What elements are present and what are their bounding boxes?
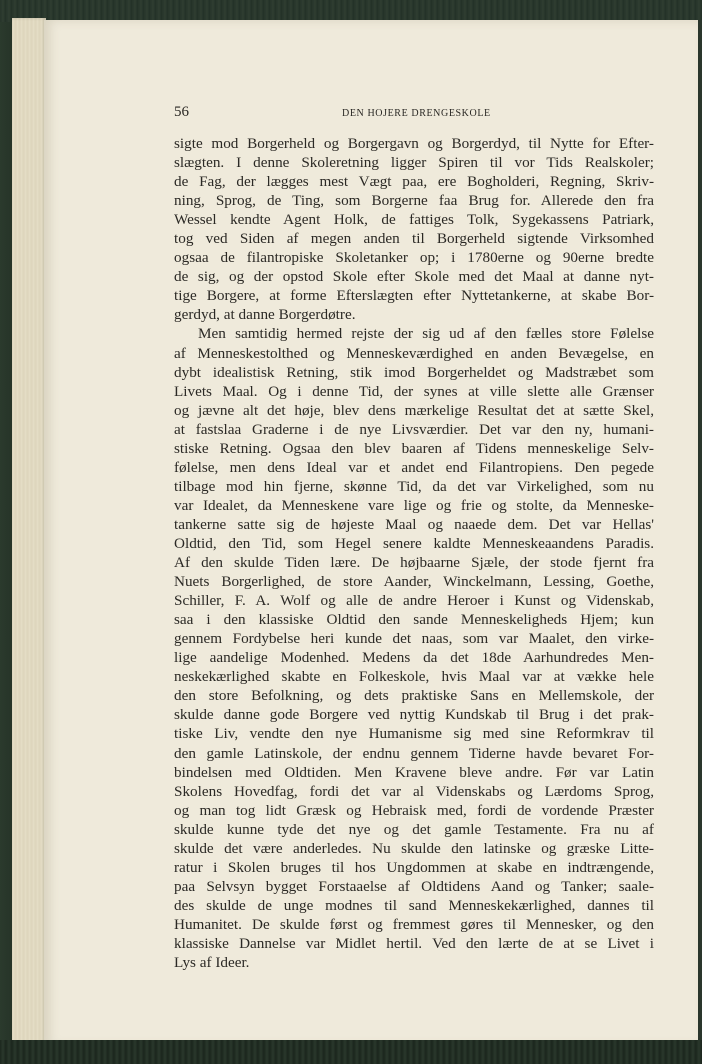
text-line: de Fag, der lægges mest Vægt paa, ere Bogholderi, Regning, Skriv-: [174, 173, 654, 191]
text-line: paa Selvsyn bygget Forstaaelse af Oldtidens Aand og Tanker; saale-: [174, 877, 654, 895]
text-line: tilbage mod hin fjerne, skønne Tid, da det var Virkelighed, som nu: [174, 477, 654, 495]
text-line: ratur i Skolen bruges til hos Ungdommen at skabe en indtrængende,: [174, 858, 654, 876]
text-line: skulde danne gode Borgere ved nyttig Kundskab til Brug i det prak-: [174, 706, 654, 724]
text-line: at fastslaa Graderne i de nye Livsværdier. Det var den ny, humani-: [174, 420, 654, 438]
text-line: Livets Maal. Og i denne Tid, der synes at ville slette alle Grænser: [174, 382, 654, 400]
text-line: tog ved Siden af megen anden til Borgerheld sigtende Virksomhed: [174, 230, 654, 248]
text-line: sigte mod Borgerheld og Borgergavn og Borgerdyd, til Nytte for Efter-: [174, 135, 654, 152]
page-edges: [12, 18, 46, 1048]
book-bottom-edge: [0, 1040, 702, 1064]
text-line: tige Borgere, at forme Efterslægten efter Nyttetankerne, at skabe Bor-: [174, 287, 654, 305]
text-line: de sig, og der opstod Skole efter Skole med det Maal at danne nyt-: [174, 268, 654, 286]
text-line: Wessel kendte Agent Holk, de fattiges Tolk, Sygekassens Patriark,: [174, 211, 654, 229]
text-line: tiske Liv, vendte den nye Humanisme sig med sine Reformkrav til: [174, 725, 654, 743]
text-line: og man tog lidt Græsk og Hebraisk med, fordi de vordende Præster: [174, 801, 654, 819]
text-line: skulde det være anderledes. Nu skulde den latinske og græske Litte-: [174, 839, 654, 857]
text-line: Skolens Hovedfag, fordi det var al Videnskabs og Lærdoms Sprog,: [174, 782, 654, 800]
text-line: Lys af Ideer.: [174, 954, 250, 972]
text-line: klassiske Dannelse var Midlet hertil. Ved den lærte de at se Livet i: [174, 934, 654, 952]
book-cover-edge: [698, 20, 702, 1046]
body-text: [174, 134, 654, 972]
text-line: bindelsen med Oldtiden. Men Kravene bleve andre. Før var Latin: [174, 763, 654, 781]
text-line: var Idealet, da Menneskene vare lige og frie og stolte, da Menneske-: [174, 496, 654, 514]
page-number: 56: [174, 104, 189, 120]
text-line: Schiller, F. A. Wolf og alle de andre Heroer i Kunst og Videnskab,: [174, 592, 654, 610]
text-line: lige aandelige Modenhed. Medens da det 18de Aarhundredes Men-: [174, 649, 654, 667]
text-line: slægten. I denne Skoleretning ligger Spiren til vor Tids Realskoler;: [174, 154, 654, 172]
text-line: saa i den klassiske Oldtid den sande Menneskeligheds Hjem; kun: [174, 611, 654, 629]
text-line: ogsaa de filantropiske Skoletanker op; i 1780erne og 90erne bredte: [174, 249, 654, 267]
running-head: DEN HOJERE DRENGESKOLE: [342, 108, 491, 119]
text-line: følelse, men dens Ideal var et andet end Filantropiens. Den pegede: [174, 458, 654, 476]
text-line: den store Befolkning, og dets praktiske Sans en Mellemskole, der: [174, 687, 654, 705]
text-line: gerdyd, at danne Borgerdøtre.: [174, 306, 356, 324]
page-header: [174, 104, 654, 124]
text-line: gennem Fordybelse heri kunde det naas, som var Maalet, den virke-: [174, 630, 654, 648]
text-line: dybt idealistisk Retning, stik imod Borgerheldet og Madstræbet som: [174, 363, 654, 381]
text-line: Men samtidig hermed rejste der sig ud af den fælles store Følelse: [198, 325, 654, 343]
text-line: den gamle Latinskole, der endnu gennem Tiderne havde bevaret For-: [174, 744, 654, 762]
text-line: stiske Retning. Ogsaa den blev baaren af Tidens menneskelige Selv-: [174, 439, 654, 457]
text-line: tankerne satte sig de højeste Maal og naaede dem. Det var Hellas': [174, 515, 654, 533]
text-line: Humanitet. De skulde først og fremmest gøres til Mennesker, og den: [174, 915, 654, 933]
text-line: neskekærlighed skabte en Folkeskole, hvis Maal var at vække hele: [174, 668, 654, 686]
text-line: Af den skulde Tiden lære. De højbaarne Sjæle, der stode fjernt fra: [174, 554, 654, 572]
text-line: Oldtid, den Tid, som Hegel senere kaldte Menneskeaandens Paradis.: [174, 534, 654, 552]
text-line: og jævne alt det høje, blev dens mærkelige Resultat det at sætte Skel,: [174, 401, 654, 419]
text-line: skulde kunne tyde det nye og det gamle Testamente. Fra nu af: [174, 820, 654, 838]
book-top-edge: [0, 0, 702, 22]
text-line: des skulde de unge modnes til sand Menneskekærlighed, dannes til: [174, 896, 654, 914]
text-line: ning, Sprog, de Ting, som Borgerne faa Brug for. Allerede den fra: [174, 192, 654, 210]
text-line: Nuets Borgerlighed, de store Aander, Winckelmann, Lessing, Goethe,: [174, 573, 654, 591]
text-line: af Menneskestolthed og Menneskeværdighed en anden Bevægelse, en: [174, 344, 654, 362]
